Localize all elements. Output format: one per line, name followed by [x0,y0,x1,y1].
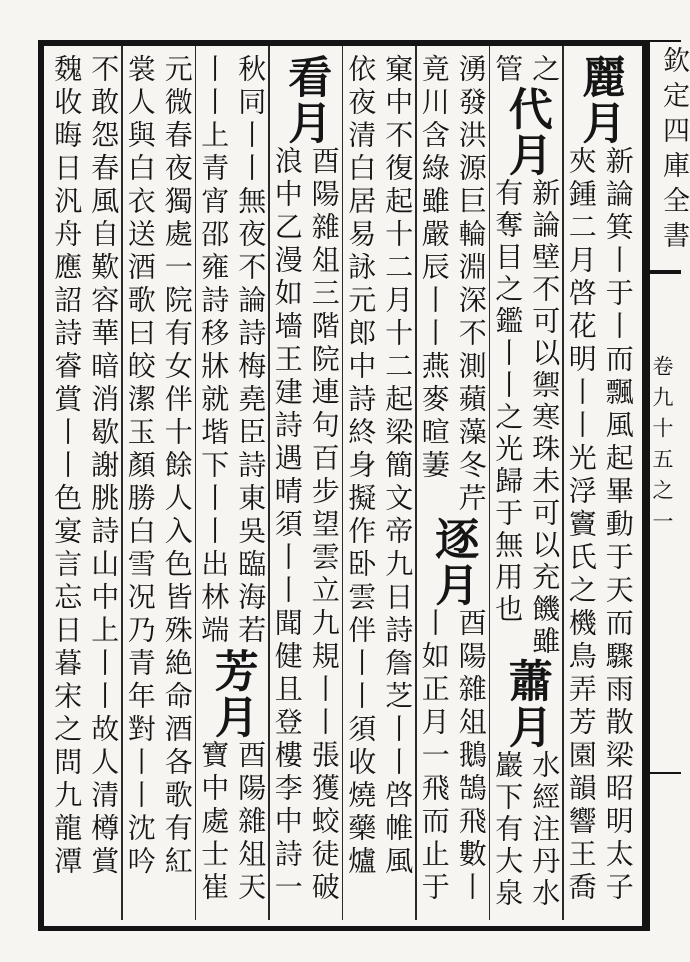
text-column-8 [48,46,122,920]
commentary-right: 湧發洪源巨輪淵深不測蘋藻冬芹 [454,54,488,516]
commentary-left: 丨如正月一飛而止于 [417,608,451,905]
commentary [489,178,563,658]
commentary-left: 裳人與白衣送酒歌曰皎潔玉顏勝白雪况乃青年對丨丨沈吟 [123,54,157,879]
entry-heading: 逐月 [427,516,479,608]
entry-heading: 代月 [500,86,552,178]
commentary-left: 管 [491,54,525,86]
commentary [489,54,563,86]
commentary-right: 新論壁不可以禦寒珠未可以充饑雖 [528,178,562,658]
entry-heading: 麗月 [574,54,626,146]
commentary [269,146,343,905]
commentary [563,146,637,905]
entry-heading: 芳月 [206,648,258,740]
commentary [195,54,269,648]
text-column-2 [489,46,563,920]
commentary [489,750,563,910]
commentary-left: 巖下有大泉 [491,750,525,910]
commentary-left: 浪中乙漫如墻王建詩遇晴須丨丨聞健且登樓李中詩一 [270,146,304,905]
commentary-right: 之 [528,54,562,86]
commentary-left: 魏收晦日汎舟應詔詩睿賞丨丨色宴言忘日暮宋之問九龍潭 [50,54,84,879]
commentary-right: 水經注丹水 [528,750,562,910]
commentary-left: 竟川含綠雖嚴辰丨丨燕麥暄萋 [417,54,451,483]
commentary-right: 秋同丨丨無夜不論詩梅堯臣詩東吳臨海若 [234,54,268,648]
entry-heading: 看月 [280,54,332,146]
strip-divider-line [646,772,681,774]
commentary-right: 窠中不復起十二月十二起梁簡文帝九日詩詹芝丨丨啓帷風 [381,54,415,879]
commentary-left: 有奪目之鑑丨丨之光歸于無用也 [491,178,525,626]
text-column-6 [195,46,269,920]
text-column-7 [122,46,196,920]
fish-tail-mark [646,270,681,274]
commentary-left: 寶中處士崔 [197,740,231,905]
commentary-left: 依夜清白居易詠元郎中詩終身擬作卧雲伴丨丨須收燒藥爐 [344,54,378,879]
commentary [195,740,269,905]
commentary [122,54,196,879]
strip-top-line [646,40,681,42]
text-column-4 [342,46,416,920]
commentary [48,54,122,879]
volume-label: 卷九十五之一 [650,355,674,541]
commentary-right: 酉陽雜俎鵝鵠飛數丨 [454,608,488,905]
commentary [416,608,490,905]
text-column-1 [563,46,637,920]
text-column-3 [416,46,490,920]
commentary-left: 夾鍾二月啓花明丨丨光浮竇氏之機鳥弄芳園韻響王喬 [564,146,598,905]
commentary [416,54,490,516]
entry-heading: 蕭月 [500,658,552,750]
commentary [342,54,416,879]
book-title: 欽定四庫全書 [658,46,689,256]
commentary-right: 元微春夜獨處一院有女伴十餘人入色皆殊絶命酒各歌有紅 [160,54,194,879]
commentary-right: 新論箕丨于丨而飄風起畢動于天而驟雨散梁昭明太子 [601,146,635,905]
commentary-left: 丨丨上青宵邵雍詩移牀就堦下丨丨出林端 [197,54,231,648]
text-column-5 [269,46,343,920]
commentary-right: 不敢怨春風自歎容華暗消歇謝朓詩山中上丨丨故人清樽賞 [87,54,121,879]
commentary-right: 酉陽雜俎三階院連句百步望雲立九規丨丨張獲蛟徒破 [307,146,341,905]
margin-strip [646,34,689,926]
commentary-right: 酉陽雜俎天 [234,740,268,905]
